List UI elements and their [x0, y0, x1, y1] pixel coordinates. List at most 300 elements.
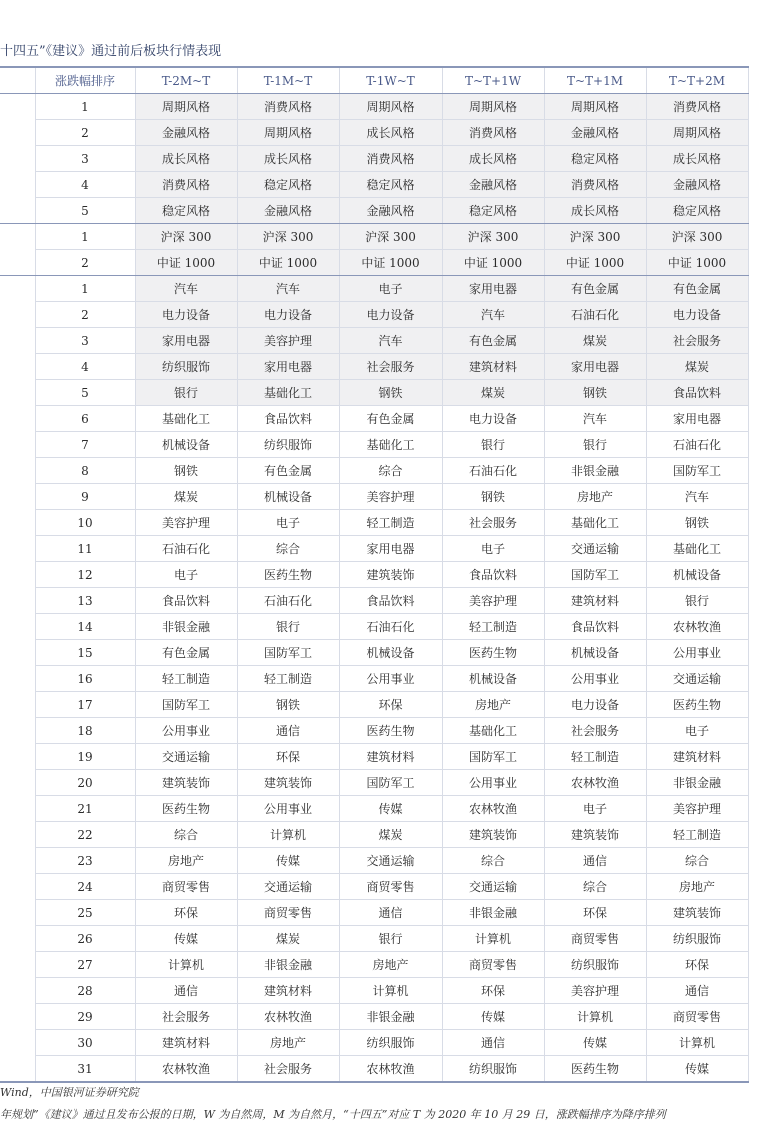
category-cell [0, 796, 35, 822]
table-cell: 金融风格 [544, 120, 646, 146]
rank-cell: 3 [35, 146, 135, 172]
table-cell: 轻工制造 [135, 666, 237, 692]
column-header-rank: 涨跌幅排序 [35, 67, 135, 94]
table-cell: 机械设备 [646, 562, 748, 588]
table-cell: 建筑材料 [544, 588, 646, 614]
table-cell: 美容护理 [237, 328, 339, 354]
rank-cell: 14 [35, 614, 135, 640]
table-cell: 汽车 [646, 484, 748, 510]
category-cell [0, 640, 35, 666]
table-cell: 纺织服饰 [646, 926, 748, 952]
table-cell: 商贸零售 [237, 900, 339, 926]
category-cell [0, 224, 35, 250]
table-cell: 房地产 [646, 874, 748, 900]
table-row [0, 354, 748, 380]
table-row [0, 302, 748, 328]
category-cell [0, 536, 35, 562]
table-cell: 公用事业 [237, 796, 339, 822]
table-cell: 有色金属 [237, 458, 339, 484]
category-cell [0, 770, 35, 796]
table-cell: 建筑材料 [442, 354, 544, 380]
table-cell: 成长风格 [442, 146, 544, 172]
table-cell: 环保 [442, 978, 544, 1004]
table-cell: 建筑装饰 [646, 900, 748, 926]
table-cell: 计算机 [442, 926, 544, 952]
table-cell: 稳定风格 [442, 198, 544, 224]
table-cell: 房地产 [544, 484, 646, 510]
rank-cell: 27 [35, 952, 135, 978]
rank-cell: 20 [35, 770, 135, 796]
table-row [0, 874, 748, 900]
table-cell: 汽车 [237, 276, 339, 302]
table-cell: 建筑材料 [339, 744, 442, 770]
table-cell: 传媒 [135, 926, 237, 952]
table-cell: 汽车 [339, 328, 442, 354]
table-cell: 有色金属 [339, 406, 442, 432]
table-cell: 家用电器 [544, 354, 646, 380]
table-cell: 传媒 [339, 796, 442, 822]
rank-cell: 3 [35, 328, 135, 354]
rank-cell: 31 [35, 1056, 135, 1083]
table-cell: 煤炭 [442, 380, 544, 406]
table-cell: 钢铁 [646, 510, 748, 536]
category-cell [0, 432, 35, 458]
category-cell [0, 1004, 35, 1030]
table-cell: 电子 [237, 510, 339, 536]
table-cell: 计算机 [135, 952, 237, 978]
rank-cell: 18 [35, 718, 135, 744]
table-cell: 医药生物 [544, 1056, 646, 1083]
table-cell: 通信 [646, 978, 748, 1004]
table-cell: 社会服务 [237, 1056, 339, 1083]
table-cell: 金融风格 [237, 198, 339, 224]
table-row [0, 900, 748, 926]
category-cell [0, 874, 35, 900]
category-cell [0, 302, 35, 328]
rank-cell: 28 [35, 978, 135, 1004]
category-cell [0, 458, 35, 484]
table-cell: 银行 [442, 432, 544, 458]
table-cell: 周期风格 [339, 94, 442, 120]
table-cell: 非银金融 [135, 614, 237, 640]
table-cell: 银行 [544, 432, 646, 458]
table-cell: 汽车 [544, 406, 646, 432]
table-cell: 电子 [646, 718, 748, 744]
table-cell: 交通运输 [135, 744, 237, 770]
table-cell: 石油石化 [442, 458, 544, 484]
table-cell: 家用电器 [339, 536, 442, 562]
table-cell: 银行 [646, 588, 748, 614]
table-cell: 金融风格 [646, 172, 748, 198]
category-cell [0, 562, 35, 588]
table-row [0, 562, 748, 588]
category-cell [0, 614, 35, 640]
table-cell: 公用事业 [544, 666, 646, 692]
table-cell: 电力设备 [135, 302, 237, 328]
table-cell: 商贸零售 [544, 926, 646, 952]
table-cell: 农林牧渔 [237, 1004, 339, 1030]
table-cell: 稳定风格 [544, 146, 646, 172]
table-cell: 综合 [237, 536, 339, 562]
category-cell [0, 900, 35, 926]
table-row [0, 94, 748, 120]
table-cell: 公用事业 [646, 640, 748, 666]
table-cell: 非银金融 [544, 458, 646, 484]
table-cell: 金融风格 [339, 198, 442, 224]
table-row [0, 952, 748, 978]
table-cell: 汽车 [135, 276, 237, 302]
category-cell [0, 718, 35, 744]
category-cell [0, 744, 35, 770]
category-cell [0, 1030, 35, 1056]
rank-cell: 5 [35, 380, 135, 406]
table-cell: 建筑装饰 [544, 822, 646, 848]
table-cell: 石油石化 [544, 302, 646, 328]
rank-cell: 30 [35, 1030, 135, 1056]
table-cell: 交通运输 [646, 666, 748, 692]
rank-cell: 2 [35, 120, 135, 146]
category-cell [0, 692, 35, 718]
table-cell: 建筑材料 [237, 978, 339, 1004]
table-row [0, 406, 748, 432]
table-cell: 交通运输 [442, 874, 544, 900]
category-cell [0, 666, 35, 692]
remark-note: 年规划”《建议》通过且发布公报的日期，W 为自然周，M 为自然月，“十四五”对应 T 为 2020 年 10 月 29 日，涨跌幅排序为降序排列 [0, 1108, 666, 1121]
table-cell: 煤炭 [237, 926, 339, 952]
table-row [0, 250, 748, 276]
rank-cell: 29 [35, 1004, 135, 1030]
table-cell: 轻工制造 [442, 614, 544, 640]
table-cell: 美容护理 [646, 796, 748, 822]
category-cell [0, 328, 35, 354]
table-cell: 国防军工 [135, 692, 237, 718]
table-cell: 钢铁 [544, 380, 646, 406]
table-cell: 传媒 [442, 1004, 544, 1030]
table-row [0, 1056, 748, 1083]
table-cell: 中证 1000 [646, 250, 748, 276]
table-cell: 非银金融 [646, 770, 748, 796]
category-cell [0, 822, 35, 848]
table-cell: 环保 [135, 900, 237, 926]
table-cell: 国防军工 [544, 562, 646, 588]
table-row [0, 822, 748, 848]
table-row [0, 172, 748, 198]
table-cell: 周期风格 [544, 94, 646, 120]
table-cell: 美容护理 [544, 978, 646, 1004]
table-row [0, 1030, 748, 1056]
column-header: T-1M~T [237, 67, 339, 94]
table-cell: 综合 [135, 822, 237, 848]
source-note: Wind，中国银河证券研究院 [0, 1086, 139, 1099]
table-cell: 石油石化 [339, 614, 442, 640]
header-row [0, 67, 748, 94]
rank-cell: 17 [35, 692, 135, 718]
table-cell: 银行 [135, 380, 237, 406]
rank-cell: 16 [35, 666, 135, 692]
category-header [0, 67, 35, 94]
table-cell: 煤炭 [135, 484, 237, 510]
rank-cell: 24 [35, 874, 135, 900]
table-cell: 煤炭 [339, 822, 442, 848]
table-row [0, 380, 748, 406]
table-cell: 消费风格 [135, 172, 237, 198]
table-cell: 社会服务 [339, 354, 442, 380]
table-row [0, 588, 748, 614]
table-cell: 建筑装饰 [339, 562, 442, 588]
rank-cell: 23 [35, 848, 135, 874]
table-row [0, 432, 748, 458]
table-row [0, 614, 748, 640]
table-cell: 汽车 [442, 302, 544, 328]
table-row [0, 848, 748, 874]
table-cell: 计算机 [339, 978, 442, 1004]
table-cell: 金融风格 [442, 172, 544, 198]
table-row [0, 770, 748, 796]
table-cell: 通信 [339, 900, 442, 926]
table-cell: 纺织服饰 [237, 432, 339, 458]
table-cell: 商贸零售 [646, 1004, 748, 1030]
table-cell: 综合 [339, 458, 442, 484]
table-cell: 房地产 [237, 1030, 339, 1056]
category-cell [0, 406, 35, 432]
rank-cell: 26 [35, 926, 135, 952]
table-cell: 消费风格 [646, 94, 748, 120]
rank-cell: 4 [35, 172, 135, 198]
table-cell: 纺织服饰 [135, 354, 237, 380]
table-cell: 电子 [442, 536, 544, 562]
table-cell: 钢铁 [237, 692, 339, 718]
table-cell: 消费风格 [339, 146, 442, 172]
table-cell: 公用事业 [135, 718, 237, 744]
table-cell: 金融风格 [135, 120, 237, 146]
table-cell: 通信 [135, 978, 237, 1004]
table-cell: 钢铁 [339, 380, 442, 406]
category-cell [0, 172, 35, 198]
table-row [0, 640, 748, 666]
table-cell: 美容护理 [442, 588, 544, 614]
table-cell: 中证 1000 [237, 250, 339, 276]
table-cell: 家用电器 [442, 276, 544, 302]
table-cell: 环保 [237, 744, 339, 770]
category-cell [0, 588, 35, 614]
table-cell: 计算机 [544, 1004, 646, 1030]
table-cell: 消费风格 [544, 172, 646, 198]
table-cell: 钢铁 [442, 484, 544, 510]
table-cell: 国防军工 [646, 458, 748, 484]
table-cell: 周期风格 [237, 120, 339, 146]
category-cell [0, 198, 35, 224]
table-row [0, 120, 748, 146]
table-cell: 综合 [442, 848, 544, 874]
column-header: T~T+1M [544, 67, 646, 94]
table-cell: 农林牧渔 [135, 1056, 237, 1083]
table-cell: 农林牧渔 [544, 770, 646, 796]
table-cell: 石油石化 [237, 588, 339, 614]
category-cell [0, 952, 35, 978]
table-cell: 纺织服饰 [442, 1056, 544, 1083]
table-cell: 商贸零售 [442, 952, 544, 978]
table-cell: 成长风格 [237, 146, 339, 172]
table-cell: 国防军工 [442, 744, 544, 770]
table-cell: 计算机 [646, 1030, 748, 1056]
table-cell: 有色金属 [135, 640, 237, 666]
table-cell: 非银金融 [442, 900, 544, 926]
table-cell: 建筑装饰 [442, 822, 544, 848]
table-cell: 电子 [339, 276, 442, 302]
rank-cell: 7 [35, 432, 135, 458]
rank-cell: 8 [35, 458, 135, 484]
table-cell: 通信 [544, 848, 646, 874]
rank-cell: 10 [35, 510, 135, 536]
table-cell: 房地产 [339, 952, 442, 978]
table-cell: 医药生物 [646, 692, 748, 718]
table-cell: 通信 [237, 718, 339, 744]
table-cell: 沪深 300 [339, 224, 442, 250]
table-cell: 公用事业 [339, 666, 442, 692]
table-cell: 建筑装饰 [135, 770, 237, 796]
column-header: T-2M~T [135, 67, 237, 94]
column-header: T-1W~T [339, 67, 442, 94]
table-cell: 商贸零售 [135, 874, 237, 900]
table-cell: 环保 [339, 692, 442, 718]
rank-cell: 2 [35, 302, 135, 328]
table-cell: 中证 1000 [442, 250, 544, 276]
table-cell: 轻工制造 [544, 744, 646, 770]
table-cell: 传媒 [544, 1030, 646, 1056]
table-cell: 成长风格 [646, 146, 748, 172]
table-cell: 机械设备 [544, 640, 646, 666]
table-cell: 石油石化 [646, 432, 748, 458]
table-notes [0, 1082, 764, 1126]
table-cell: 医药生物 [442, 640, 544, 666]
rank-cell: 1 [35, 276, 135, 302]
table-cell: 房地产 [442, 692, 544, 718]
table-cell: 基础化工 [339, 432, 442, 458]
table-cell: 周期风格 [646, 120, 748, 146]
table-cell: 食品饮料 [646, 380, 748, 406]
table-cell: 社会服务 [442, 510, 544, 536]
table-cell: 机械设备 [442, 666, 544, 692]
rank-cell: 6 [35, 406, 135, 432]
table-cell: 公用事业 [442, 770, 544, 796]
table-cell: 银行 [339, 926, 442, 952]
table-cell: 稳定风格 [135, 198, 237, 224]
category-cell [0, 926, 35, 952]
rank-cell: 21 [35, 796, 135, 822]
table-cell: 电力设备 [339, 302, 442, 328]
table-cell: 农林牧渔 [339, 1056, 442, 1083]
table-cell: 传媒 [646, 1056, 748, 1083]
table-cell: 基础化工 [237, 380, 339, 406]
table-cell: 周期风格 [135, 94, 237, 120]
table-row [0, 146, 748, 172]
table-cell: 环保 [646, 952, 748, 978]
category-cell [0, 94, 35, 120]
rank-cell: 25 [35, 900, 135, 926]
table-cell: 基础化工 [135, 406, 237, 432]
table-cell: 家用电器 [237, 354, 339, 380]
table-cell: 基础化工 [544, 510, 646, 536]
rank-cell: 15 [35, 640, 135, 666]
category-cell [0, 120, 35, 146]
table-cell: 美容护理 [135, 510, 237, 536]
table-row [0, 328, 748, 354]
table-cell: 纺织服饰 [544, 952, 646, 978]
rank-cell: 2 [35, 250, 135, 276]
sector-performance-table [0, 66, 749, 1083]
table-cell: 沪深 300 [442, 224, 544, 250]
table-cell: 有色金属 [544, 276, 646, 302]
table-cell: 社会服务 [544, 718, 646, 744]
table-cell: 轻工制造 [339, 510, 442, 536]
table-row [0, 458, 748, 484]
table-cell: 综合 [544, 874, 646, 900]
table-cell: 建筑材料 [135, 1030, 237, 1056]
table-cell: 食品饮料 [237, 406, 339, 432]
table-cell: 食品饮料 [339, 588, 442, 614]
table-cell: 电力设备 [646, 302, 748, 328]
table-cell: 煤炭 [544, 328, 646, 354]
table-cell: 食品饮料 [135, 588, 237, 614]
table-cell: 建筑材料 [646, 744, 748, 770]
table-cell: 交通运输 [544, 536, 646, 562]
table-cell: 国防军工 [237, 640, 339, 666]
table-cell: 稳定风格 [237, 172, 339, 198]
table-cell: 成长风格 [544, 198, 646, 224]
table-row [0, 666, 748, 692]
category-cell [0, 380, 35, 406]
table-cell: 医药生物 [339, 718, 442, 744]
rank-cell: 1 [35, 224, 135, 250]
rank-cell: 11 [35, 536, 135, 562]
table-cell: 纺织服饰 [339, 1030, 442, 1056]
table-cell: 机械设备 [135, 432, 237, 458]
table-cell: 医药生物 [237, 562, 339, 588]
table-cell: 交通运输 [339, 848, 442, 874]
table-cell: 中证 1000 [544, 250, 646, 276]
table-cell: 家用电器 [135, 328, 237, 354]
rank-cell: 13 [35, 588, 135, 614]
table-cell: 通信 [442, 1030, 544, 1056]
table-cell: 周期风格 [442, 94, 544, 120]
table-row [0, 510, 748, 536]
table-cell: 电子 [544, 796, 646, 822]
table-cell: 机械设备 [237, 484, 339, 510]
table-cell: 非银金融 [339, 1004, 442, 1030]
category-cell [0, 484, 35, 510]
table-cell: 沪深 300 [135, 224, 237, 250]
rank-cell: 5 [35, 198, 135, 224]
table-cell: 沪深 300 [237, 224, 339, 250]
table-cell: 美容护理 [339, 484, 442, 510]
table-cell: 家用电器 [646, 406, 748, 432]
category-cell [0, 1056, 35, 1083]
table-cell: 国防军工 [339, 770, 442, 796]
table-cell: 食品饮料 [544, 614, 646, 640]
table-cell: 稳定风格 [339, 172, 442, 198]
table-cell: 成长风格 [339, 120, 442, 146]
table-cell: 电力设备 [544, 692, 646, 718]
table-cell: 消费风格 [442, 120, 544, 146]
table-cell: 传媒 [237, 848, 339, 874]
column-header: T~T+2M [646, 67, 748, 94]
category-cell [0, 146, 35, 172]
table-row [0, 484, 748, 510]
table-cell: 轻工制造 [237, 666, 339, 692]
table-cell: 消费风格 [237, 94, 339, 120]
table-cell: 建筑装饰 [237, 770, 339, 796]
rank-cell: 19 [35, 744, 135, 770]
